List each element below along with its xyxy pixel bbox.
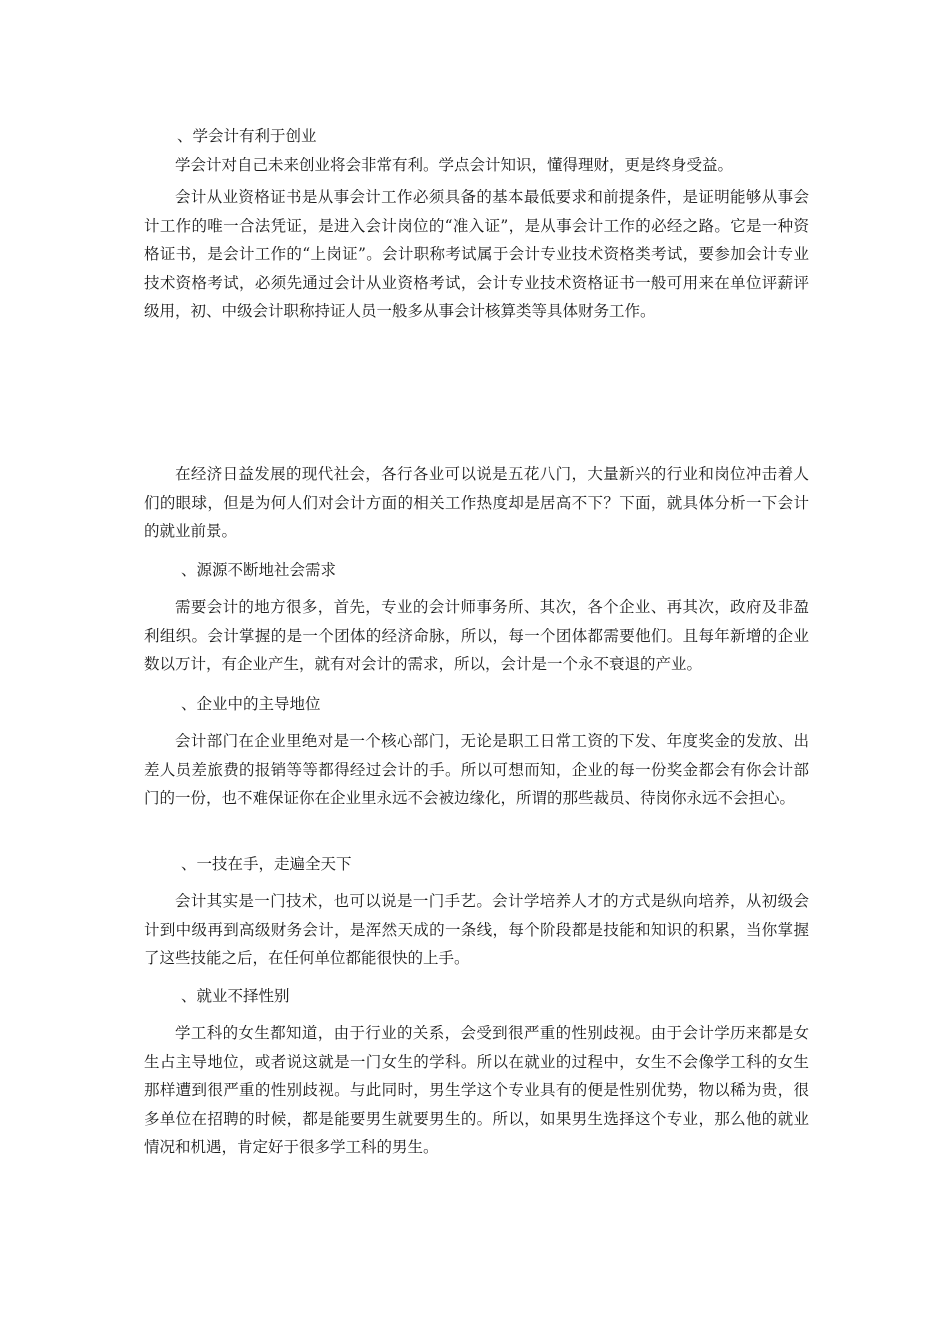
paragraph: 会计从业资格证书是从事会计工作必须具备的基本最低要求和前提条件，是证明能够从事会计工作的唯一合法凭证，是进入会计岗位的“准入证”，是从事会计工作的必经之路。它是一种资格证书，是会计工作的“上岗证”。会计职称考试属于会计专业技术资格类考试，要参加会计专业技术资格考试，必须先通过会计从业资格考试，会计专业技术资格证书一般可用来在单位评薪评级用，初、中级会计职称持证人员一般多从事会计核算类等具体财务工作。: [144, 188, 809, 320]
section-heading: 、企业中的主导地位: [181, 695, 321, 713]
section-heading: 、一技在手，走遍全天下: [181, 855, 352, 873]
section-heading: 、就业不择性别: [181, 987, 290, 1005]
intro-paragraph: 在经济日益发展的现代社会，各行各业可以说是五花八门，大量新兴的行业和岗位冲击着人们的眼球，但是为何人们对会计方面的相关工作热度却是居高不下？下面，就具体分析一下会计的就业前景。: [144, 465, 809, 540]
paragraph: 会计部门在企业里绝对是一个核心部门，无论是职工日常工资的下发、年度奖金的发放、出差人员差旅费的报销等等都得经过会计的手。所以可想而知，企业的每一份奖金都会有你会计部门的一份，也不难保证你在企业里永远不会被边缘化，所谓的那些裁员、待岗你永远不会担心。: [144, 732, 809, 807]
paragraph: 学会计对自己未来创业将会非常有利。学点会计知识，懂得理财，更是终身受益。: [175, 156, 734, 174]
section-heading: 、学会计有利于创业: [177, 127, 317, 145]
paragraph: 会计其实是一门技术，也可以说是一门手艺。会计学培养人才的方式是纵向培养，从初级会计到中级再到高级财务会计，是浑然天成的一条线，每个阶段都是技能和知识的积累，当你掌握了这些技能之后，在任何单位都能很快的上手。: [144, 892, 809, 967]
paragraph: 学工科的女生都知道，由于行业的关系，会受到很严重的性别歧视。由于会计学历来都是女生占主导地位，或者说这就是一门女生的学科。所以在就业的过程中，女生不会像学工科的女生那样遭到很严重的性别歧视。与此同时，男生学这个专业具有的便是性别优势，物以稀为贵，很多单位在招聘的时候，都是能要男生就要男生的。所以，如果男生选择这个专业，那么他的就业情况和机遇，肯定好于很多学工科的男生。: [144, 1024, 809, 1156]
paragraph: 需要会计的地方很多，首先，专业的会计师事务所、其次，各个企业、再其次，政府及非盈利组织。会计掌握的是一个团体的经济命脉，所以，每一个团体都需要他们。且每年新增的企业数以万计，有企业产生，就有对会计的需求，所以，会计是一个永不衰退的产业。: [144, 598, 809, 673]
section-heading: 、源源不断地社会需求: [181, 561, 337, 579]
